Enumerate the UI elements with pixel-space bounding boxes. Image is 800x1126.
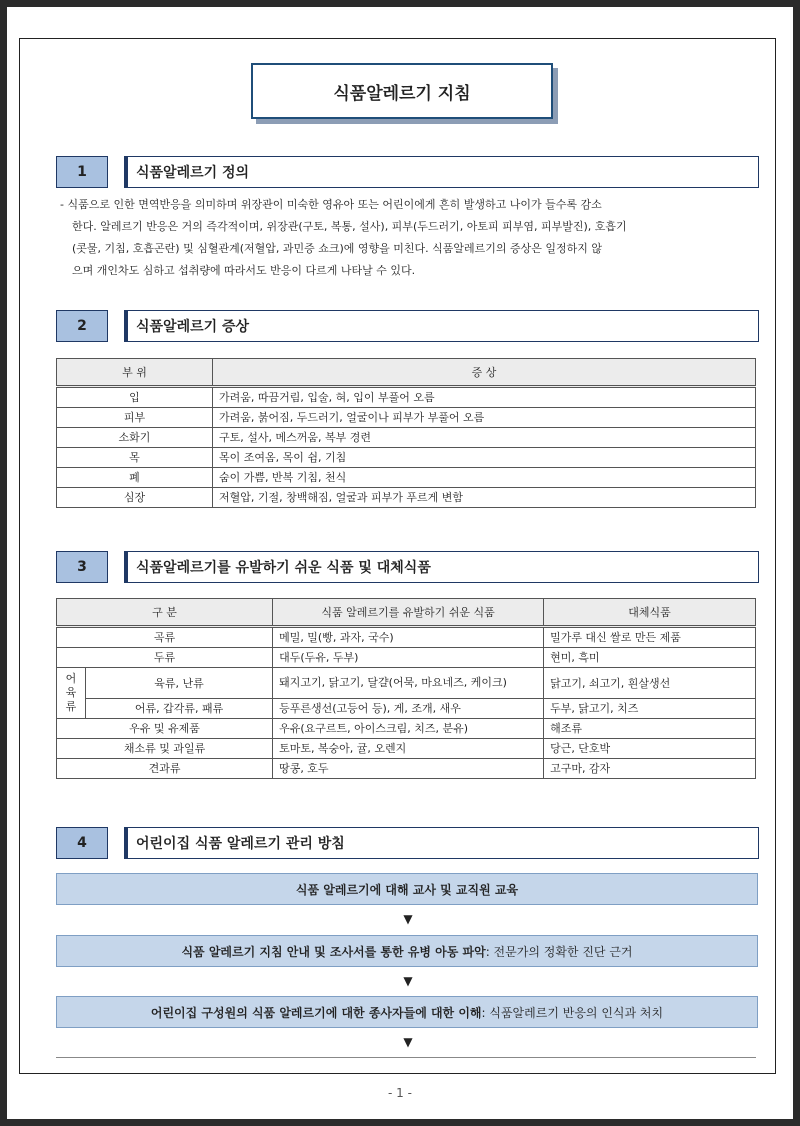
table-row [57,387,756,408]
policy-step-detail: : 식품알레르기 반응의 인식과 처치 [481,1005,664,1020]
section-3-number: 3 [56,551,108,583]
foods-header-substitute: 대체식품 [544,599,756,627]
down-arrow-icon: ▼ [403,912,413,926]
food-allergen: 땅콩, 호두 [273,759,544,779]
down-arrow-icon: ▼ [403,974,413,988]
page-number: - 1 - [388,1086,412,1100]
symptoms-header-part: 부 위 [57,359,213,387]
policy-step-2 [56,935,758,967]
food-substitute: 두부, 닭고기, 치즈 [544,699,756,719]
down-arrow-icon: ▼ [403,1035,413,1049]
food-category: 곡류 [57,627,273,648]
table-row [57,448,756,468]
food-allergen: 우유(요구르트, 아이스크림, 치즈, 분유) [273,719,544,739]
definition-line: 한다. 알레르기 반응은 거의 즉각적이며, 위장관(구토, 복통, 설사), 피부(두드러기, 아토피 피부염, 피부발진), 호흡기 [72,220,627,233]
symptoms-table [56,358,756,508]
symptom-desc: 숨이 가쁨, 반복 기침, 천식 [213,468,756,488]
table-row [57,648,756,668]
table-row [57,408,756,428]
section-2-number: 2 [56,310,108,342]
table-row [57,719,756,739]
divider [56,1057,756,1058]
food-category: 두류 [57,648,273,668]
definition-line: 으며 개인차도 심하고 섭취량에 따라서도 반응이 다르게 나타날 수 있다. [72,264,416,277]
food-allergen: 대두(두유, 두부) [273,648,544,668]
foods-table [56,598,756,779]
food-category: 견과류 [57,759,273,779]
food-category: 어류, 갑각류, 패류 [86,699,273,719]
table-row [57,699,756,719]
symptom-desc: 가려움, 따끔거림, 입술, 혀, 입이 부풀어 오름 [213,387,756,408]
table-row [57,759,756,779]
symptom-part: 입 [57,387,213,408]
symptoms-header-symptom: 증 상 [213,359,756,387]
symptom-desc: 구토, 설사, 메스꺼움, 복부 경련 [213,428,756,448]
foods-header-category: 구 분 [57,599,273,627]
food-category: 우유 및 유제품 [57,719,273,739]
symptom-desc: 저혈압, 기절, 창백해짐, 얼굴과 피부가 푸르게 변함 [213,488,756,508]
section-4-number: 4 [56,827,108,859]
table-row [57,668,756,699]
food-substitute: 닭고기, 쇠고기, 흰살생선 [544,668,756,699]
food-substitute: 해조류 [544,719,756,739]
food-substitute: 고구마, 감자 [544,759,756,779]
symptom-part: 심장 [57,488,213,508]
definition-line: - 식품으로 인한 면역반응을 의미하며 위장관이 미숙한 영유아 또는 어린이에게 흔히 발생하고 나이가 들수록 감소 [60,198,602,211]
table-row [57,739,756,759]
food-allergen: 등푸른생선(고등어 등), 게, 조개, 새우 [273,699,544,719]
food-substitute: 밀가루 대신 쌀로 만든 제품 [544,627,756,648]
food-substitute: 당근, 단호박 [544,739,756,759]
section-1-number: 1 [56,156,108,188]
foods-header-allergen: 식품 알레르기를 유발하기 쉬운 식품 [273,599,544,627]
policy-step-3 [56,996,758,1028]
food-substitute: 현미, 흑미 [544,648,756,668]
food-allergen: 메밀, 밀(빵, 과자, 국수) [273,627,544,648]
policy-step-1 [56,873,758,905]
policy-step-bold: 식품 알레르기 지침 안내 및 조사서를 통한 유병 아동 파악 [181,944,486,959]
policy-step-bold: 어린이집 구성원의 식품 알레르기에 대한 종사자들에 대한 이해 [150,1005,482,1020]
table-row [57,627,756,648]
definition-line: (콧물, 기침, 호흡곤란) 및 심혈관계(저혈압, 과민증 쇼크)에 영향을 미친다. 식품알레르기의 증상은 일정하지 않 [72,242,603,255]
table-row [57,468,756,488]
policy-step-bold: 식품 알레르기에 대해 교사 및 교직원 교육 [295,882,519,897]
document-title: 식품알레르기 지침 [251,63,553,119]
definition-paragraph [60,194,758,282]
table-row [57,428,756,448]
section-2-title: 식품알레르기 증상 [124,310,759,342]
section-1-title: 식품알레르기 정의 [124,156,759,188]
section-3-title: 식품알레르기를 유발하기 쉬운 식품 및 대체식품 [124,551,759,583]
symptom-desc: 목이 조여옴, 목이 쉼, 기침 [213,448,756,468]
food-category: 육류, 난류 [86,668,273,699]
food-allergen: 돼지고기, 닭고기, 달걀(어묵, 마요네즈, 케이크) [273,668,544,699]
section-4-title: 어린이집 식품 알레르기 관리 방침 [124,827,759,859]
symptom-part: 소화기 [57,428,213,448]
symptom-part: 피부 [57,408,213,428]
symptom-part: 목 [57,448,213,468]
food-category: 채소류 및 과일류 [57,739,273,759]
symptom-desc: 가려움, 붉어짐, 두드러기, 얼굴이나 피부가 부풀어 오름 [213,408,756,428]
symptom-part: 폐 [57,468,213,488]
policy-step-detail: : 전문가의 정확한 진단 근거 [485,944,633,959]
food-allergen: 토마토, 복숭아, 귤, 오렌지 [273,739,544,759]
food-group-label: 어육류 [57,668,86,719]
table-row [57,488,756,508]
